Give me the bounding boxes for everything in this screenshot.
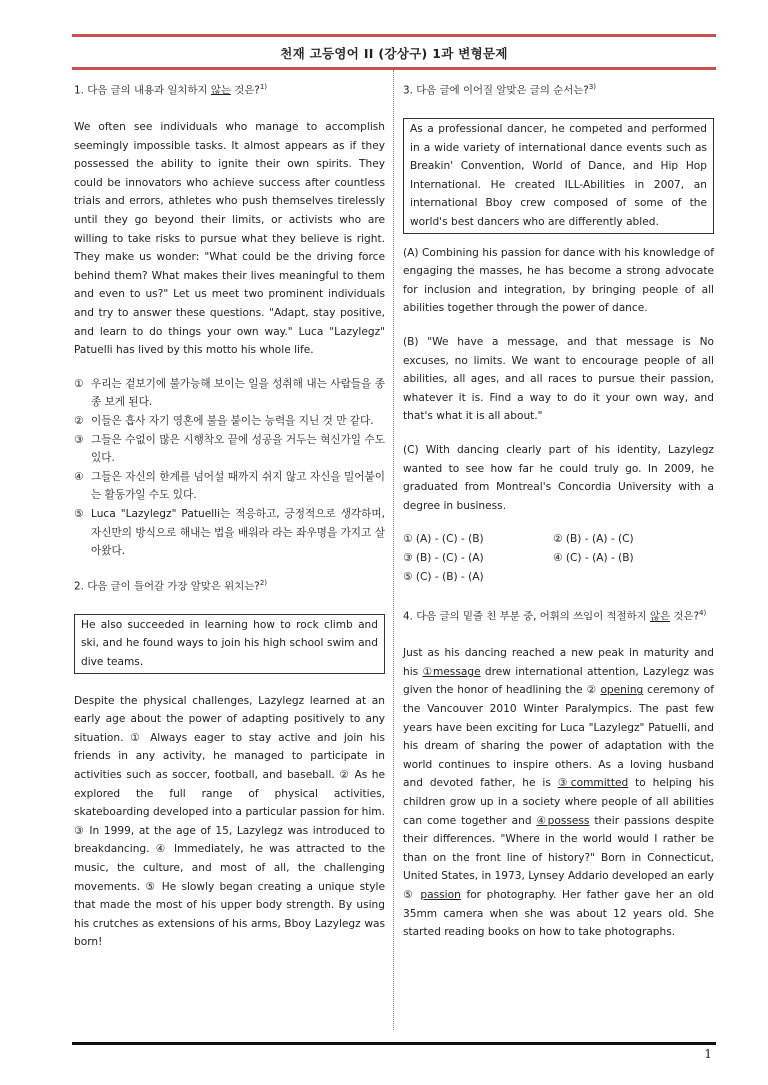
option[interactable]: ① (A) - (C) - (B) [403, 533, 484, 546]
question-4-stem: 4. 다음 글의 밑줄 친 부분 중, 어휘의 쓰임이 적절하지 않은 것은?$^{4)}$ [403, 609, 707, 623]
underlined-word-3: ③committed [557, 777, 629, 790]
question-2-insert-box: He also succeeded in learning how to rock climb and ski, and he found ways to join his high school swim and dive teams. [74, 614, 385, 674]
option[interactable]: ⑤ Luca "Lazylegz" Patuelli는 적응하고, 긍정적으로 생각하며, 자신만의 방식으로 해내는 법을 배워라 라는 좌우명을 가지고 살아왔다. [74, 507, 385, 558]
underlined-word-4: ④possess [536, 814, 590, 827]
question-3-stem: 3. 다음 글에 이어질 알맞은 글의 순서는?$^{3)}$ [403, 83, 596, 97]
question-3-options [403, 530, 714, 586]
question-3-given-box: As a professional dancer, he competed and performed in a wide variety of international dance events such as Breakin' Convention, World of Dance, and Hip Hop International. He created ILL-Abilities in 2007, an international Bboy crew composed of some of the world's best dancers who are differently abled. [403, 118, 714, 234]
question-3-paragraph-b: (B) "We have a message, and that message is No excuses, no limits. We want to encourage people of all abilities, all ages, and all races to pursue their passion, whatever it is. Find a way to do it your own way, and that's what it is all about." [403, 336, 714, 423]
option[interactable]: ⑤ (C) - (B) - (A) [403, 570, 484, 583]
underlined-word-5: passion [420, 888, 461, 901]
header [72, 34, 716, 70]
underlined-word-2: opening [600, 684, 644, 697]
page-title: 천재 고등영어 II (강상구) 1과 변형문제 [280, 46, 508, 61]
header-rule-top [72, 34, 716, 37]
question-2-passage: Despite the physical challenges, Lazylegz learned at an early age about the power of adapting positively to any situation. ① Always eager to stay active and join his friends in any activity, he managed to participate in activities such as soccer, football, and baseball. ② As he explored the full range of physical activities, skateboarding developed into a particular passion for him. ③ In 1999, at the age of 15, Lazylegz was introduced to breakdancing. ④ Immediately, he was attracted to the music, the culture, and most of all, the challenging movements. ⑤ He slowly began creating a unique style that made the most of his upper body strength. By using his crutches as extensions of his arms, Bboy Lazylegz was born! [74, 694, 385, 949]
option[interactable]: ② (B) - (A) - (C) [553, 533, 634, 546]
question-1-passage: We often see individuals who manage to accomplish seemingly impossible tasks. It almost appears as if they possessed the ability to ignite their own spirits. They could be innovators who achieve success after countless trials and errors, athletes who push themselves tirelessly until they go beyond their limits, or activists who are willing to take risks to pursue what they believe is right. They make us wonder: "What could be the driving force behind them? What makes their lives meaningful to them and even to us?" Let us meet two prominent individuals and try to answer these questions. "Adapt, stay positive, and learn to do things your own way." Luca "Lazylegz" Patuelli has lived by this motto his whole life. [74, 121, 385, 357]
right-column [403, 78, 714, 942]
question-3-paragraph-a: (A) Combining his passion for dance with his knowledge of engaging the masses, he has become a strong advocate for inclusion and integration, by bringing people of all abilities together through the power of dance. [403, 246, 714, 315]
option[interactable]: ① 우리는 겉보기에 불가능해 보이는 일을 성취해 내는 사람들을 종종 보게 된다. [74, 377, 385, 409]
option[interactable]: ③ 그들은 수없이 많은 시행착오 끝에 성공을 거두는 혁신가일 수도 있다. [74, 433, 385, 465]
option[interactable]: ② 이들은 흡사 자기 영혼에 불을 붙이는 능력을 지닌 것 만 같다. [74, 414, 374, 427]
page-number: 1 [704, 1047, 712, 1061]
question-3-paragraph-c: (C) With dancing clearly part of his identity, Lazylegz wanted to see how far he could truly go. In 2009, he graduated from Montreal's Concordia University with a degree in business. [403, 443, 714, 512]
question-2-stem: 2. 다음 글이 들어갈 가장 알맞은 위치는?$^{2)}$ [74, 578, 267, 593]
column-divider [393, 70, 394, 1030]
underlined-word-1: ①message [422, 665, 481, 678]
footer-rule [72, 1042, 716, 1045]
question-1-options [74, 375, 385, 561]
option[interactable]: ③ (B) - (C) - (A) [403, 551, 484, 564]
header-rule-bottom [72, 67, 716, 70]
option[interactable]: ④ (C) - (A) - (B) [553, 551, 634, 564]
question-4-passage: Just as his dancing reached a new peak in maturity and his ①message drew international attention, Lazylegz was given the honor of headlining the ② opening ceremony of the Vancouver 2010 Winter Paralympics. The past few years have been exciting for Luca "Lazylegz" Patuelli, and his dream of sharing the power of adaptation with the world continues to inspire others. As a loving husband and devoted father, he is ③committed to helping his children grow up in a society where people of all abilities can come together and ④possess their passions despite their differences. "Where in the world would I rather be than on the front line of history?" Born in Connecticut, United States, in 1973, Lynsey Addario developed an early ⑤ passion for photography. Her father gave her an old 35mm camera when she was about 12 years old. She started reading books on how to take photographs. [403, 647, 715, 939]
option[interactable]: ④ 그들은 자신의 한계를 넘어설 때까지 쉬지 않고 자신을 밀어붙이는 활동가일 수도 있다. [74, 470, 385, 502]
left-column [74, 78, 385, 952]
question-1-stem: 1. 다음 글의 내용과 일치하지 않는 것은?$^{1)}$ [74, 83, 268, 97]
